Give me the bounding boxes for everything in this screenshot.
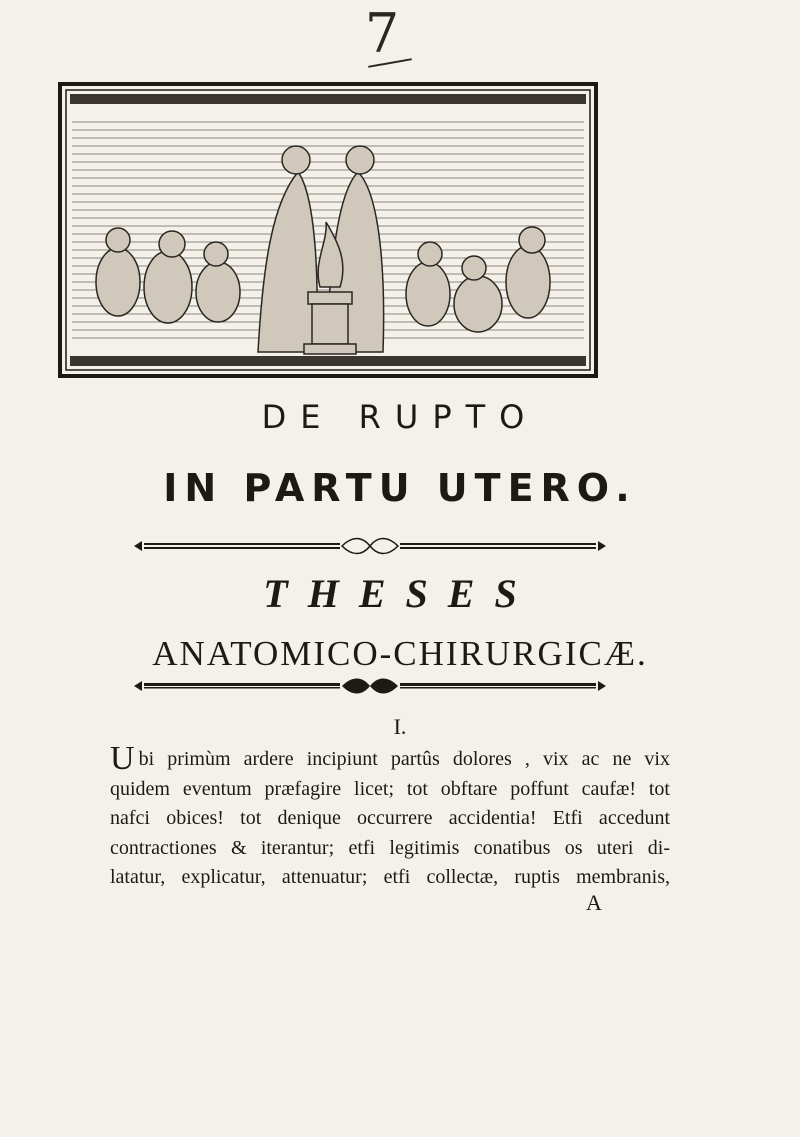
engraving-image [58, 82, 598, 378]
drop-cap: U [110, 740, 135, 777]
ornamental-rule-1 [130, 536, 610, 556]
section-number: I. [393, 714, 407, 739]
body-paragraph [110, 740, 670, 893]
catchword: A [586, 890, 602, 915]
body-line: nafci obices! tot denique occurrere accidentia! Etfi accedunt [110, 807, 670, 829]
rule-ornament [130, 536, 610, 556]
page-number-mark: 7 [364, 2, 400, 65]
rule-ornament [130, 676, 610, 696]
headpiece-engraving [58, 82, 598, 378]
body-line: quidem eventum præfagire licet; tot obftare poffunt caufæ! tot [110, 777, 670, 800]
body-line: contractiones & iterantur; etfi legitimis conatibus os uteri di- [110, 836, 670, 859]
title-line-3: THESES [263, 571, 537, 616]
first-line-text: bi primùm ardere incipiunt partûs dolores , vix ac ne vix [138, 748, 670, 770]
title-line-4: ANATOMICO-CHIRURGICÆ. [152, 634, 648, 673]
ornamental-rule-2 [130, 676, 610, 696]
body-line: latatur, explicatur, attenuatur; etfi collectæ, ruptis membranis, [110, 866, 670, 888]
title-line-2: IN PARTU UTERO. [163, 466, 637, 510]
title-line-1: DE RUPTO [261, 398, 539, 436]
body-line [110, 740, 670, 777]
